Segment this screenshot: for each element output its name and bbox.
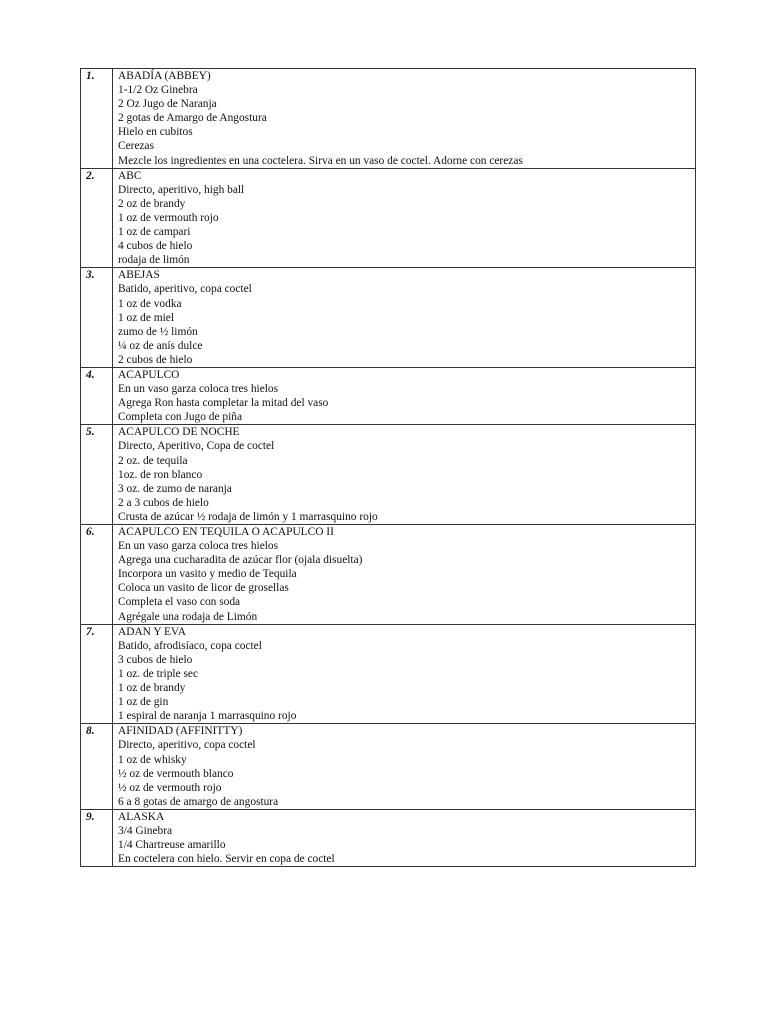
recipe-title: ABC — [118, 169, 142, 182]
recipe-row — [81, 69, 696, 169]
recipe-row — [81, 425, 696, 525]
recipe-line: 1 oz de miel — [118, 311, 174, 324]
recipe-content — [113, 69, 696, 169]
recipe-line: rodaja de limón — [118, 254, 190, 267]
recipe-line: Agrégale una rodaja de Limón — [118, 610, 258, 623]
recipe-line: 1 oz de gin — [118, 696, 169, 709]
recipe-line: En coctelera con hielo. Servir en copa de coctel — [118, 853, 335, 866]
recipe-line: 4 cubos de hielo — [118, 240, 193, 253]
recipe-title: AFINIDAD (AFFINITTY) — [118, 725, 243, 738]
recipe-line: ½ oz de vermouth blanco — [118, 767, 234, 780]
recipe-line: Mezcle los ingredientes en una coctelera. Sirva en un vaso de coctel. Adorne con cerezas — [118, 154, 523, 167]
recipe-line: En un vaso garza coloca tres hielos — [118, 540, 279, 553]
recipe-line: Agrega Ron hasta completar la mitad del vaso — [118, 397, 329, 410]
recipe-line: 1-1/2 Oz Ginebra — [118, 84, 198, 97]
recipe-number: 8. — [81, 724, 113, 810]
recipe-content — [113, 367, 696, 424]
recipe-row — [81, 168, 696, 268]
recipe-content — [113, 624, 696, 724]
recipe-line: 1 oz de vermouth rojo — [118, 211, 219, 224]
recipe-line: 2 a 3 cubos de hielo — [118, 496, 209, 509]
recipe-line: 3 cubos de hielo — [118, 653, 193, 666]
recipe-row — [81, 367, 696, 424]
recipe-line: 1 oz de campari — [118, 226, 191, 239]
recipe-line: 1 espiral de naranja 1 marrasquino rojo — [118, 710, 297, 723]
recipe-line: 3 oz. de zumo de naranja — [118, 482, 232, 495]
recipe-number: 6. — [81, 525, 113, 625]
recipe-line: 1 oz de whisky — [118, 753, 187, 766]
recipe-line: 2 oz. de tequila — [118, 454, 188, 467]
recipe-line: Directo, Aperitivo, Copa de coctel — [118, 440, 275, 453]
recipe-content — [113, 168, 696, 268]
recipe-line: ½ oz de vermouth rojo — [118, 781, 222, 794]
recipe-line: Batido, afrodisíaco, copa coctel — [118, 639, 262, 652]
recipe-row — [81, 809, 696, 866]
recipe-number: 5. — [81, 425, 113, 525]
recipe-line: Completa con Jugo de piña — [118, 411, 243, 424]
recipe-line: Hielo en cubitos — [118, 126, 193, 139]
recipe-title: ALASKA — [118, 810, 165, 823]
recipe-line: Cerezas — [118, 140, 155, 153]
recipe-title: ACAPULCO — [118, 368, 180, 381]
recipe-number: 4. — [81, 367, 113, 424]
recipe-line: 1 oz. de triple sec — [118, 667, 199, 680]
recipe-number: 7. — [81, 624, 113, 724]
recipes-table-body — [81, 69, 696, 867]
recipe-title: ABADÍA (ABBEY) — [118, 70, 211, 82]
recipe-content — [113, 525, 696, 625]
recipe-number: 9. — [81, 809, 113, 866]
recipe-number: 3. — [81, 268, 113, 368]
recipe-line: 1oz. de ron blanco — [118, 468, 203, 481]
recipe-line: Directo, aperitivo, copa coctel — [118, 739, 256, 752]
recipe-line: Completa el vaso con soda — [118, 596, 241, 609]
recipe-content — [113, 425, 696, 525]
recipe-content — [113, 809, 696, 866]
recipe-line: 3/4 Ginebra — [118, 824, 173, 837]
recipe-row — [81, 268, 696, 368]
recipe-title: ADAN Y EVA — [118, 625, 186, 638]
recipe-content — [113, 724, 696, 810]
recipe-line: 2 cubos de hielo — [118, 353, 193, 366]
recipe-content — [113, 268, 696, 368]
recipe-line: Directo, aperitivo, high ball — [118, 183, 245, 196]
recipe-line: 1 oz de brandy — [118, 682, 186, 695]
recipe-line: Coloca un vasito de licor de grosellas — [118, 582, 289, 595]
recipe-row — [81, 525, 696, 625]
recipe-title: ABEJAS — [118, 269, 160, 282]
recipe-line: 6 a 8 gotas de amargo de angostura — [118, 795, 279, 808]
recipe-number: 2. — [81, 168, 113, 268]
recipe-line: Agrega una cucharadita de azúcar flor (ojala disuelta) — [118, 554, 363, 567]
recipe-line: 2 oz de brandy — [118, 197, 186, 210]
recipe-line: 1 oz de vodka — [118, 297, 182, 310]
recipe-line: ¼ oz de anís dulce — [118, 339, 203, 352]
recipes-table — [80, 68, 696, 867]
recipe-line: 2 gotas de Amargo de Angostura — [118, 112, 267, 125]
recipe-title: ACAPULCO EN TEQUILA O ACAPULCO II — [118, 526, 334, 538]
recipe-line: zumo de ½ limón — [118, 325, 198, 338]
recipe-number: 1. — [81, 69, 113, 169]
recipe-row — [81, 624, 696, 724]
recipe-line: En un vaso garza coloca tres hielos — [118, 383, 279, 396]
recipe-line: Crusta de azúcar ½ rodaja de limón y 1 marrasquino rojo — [118, 510, 378, 523]
recipe-line: 1/4 Chartreuse amarillo — [118, 839, 226, 852]
recipe-line: Incorpora un vasito y medio de Tequila — [118, 568, 297, 581]
recipe-row — [81, 724, 696, 810]
recipe-line: 2 Oz Jugo de Naranja — [118, 98, 217, 111]
recipe-line: Batido, aperitivo, copa coctel — [118, 283, 252, 296]
recipe-title: ACAPULCO DE NOCHE — [118, 426, 240, 439]
